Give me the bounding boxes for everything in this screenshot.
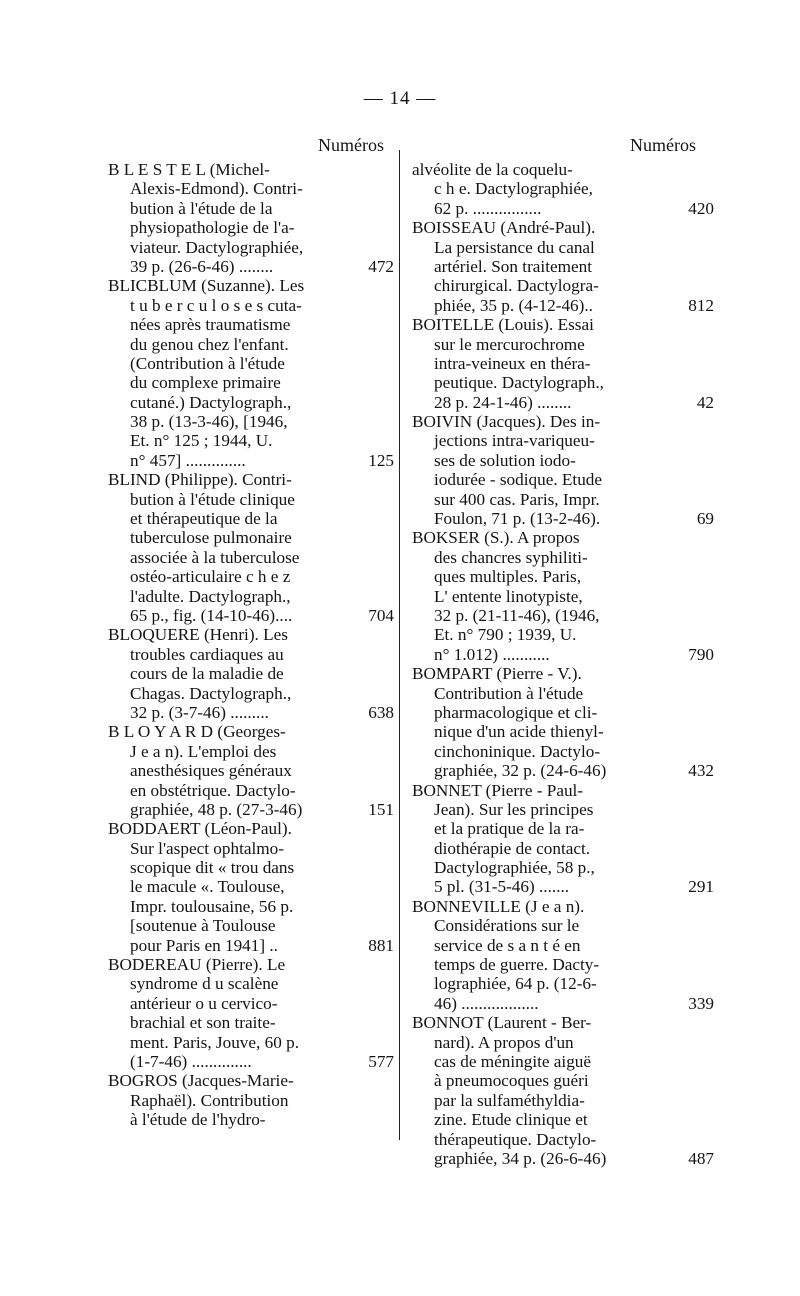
entry-line: tuberculose pulmonaire [130,528,292,548]
bibliography-entry [108,955,394,1071]
entry-line: artériel. Son traitement [434,256,592,276]
entry-line: B L O Y A R D (Georges- [108,722,286,742]
entry-line: Contribution à l'étude [434,683,584,703]
entry-line: 28 p. 24-1-46) ........ 42 [434,392,714,412]
entry-number: 577 [368,1051,394,1071]
bibliography-entry [108,160,394,276]
entry-line: BLICBLUM (Suzanne). Les [108,276,305,296]
entry-line: BONNET (Pierre - Paul- [412,780,584,800]
entry-line: en obstétrique. Dactylo- [130,780,296,800]
entry-line: t u b e r c u l o s e s cuta- [130,295,302,315]
entry-line: ses de solution iodo- [434,450,576,470]
entry-line: du complexe primaire [130,373,281,393]
entry-line: Chagas. Dactylograph., [130,683,292,703]
entry-line: BOISSEAU (André-Paul). [412,218,596,238]
entry-line: physiopathologie de l'a- [130,218,295,238]
entry-line: graphiée, 34 p. (26-6-46) 487 [434,1148,714,1168]
entry-line: BONNOT (Laurent - Ber- [412,1013,592,1033]
entry-line: viateur. Dactylographiée, [130,237,304,257]
entry-line: n° 457] .............. 125 [130,450,394,470]
entry-line: Foulon, 71 p. (13-2-46). 69 [434,509,714,529]
entry-line: phiée, 35 p. (4-12-46).. 812 [434,295,714,315]
entry-line: BLIND (Philippe). Contri- [108,470,292,490]
entry-line: 38 p. (13-3-46), [1946, [130,412,288,432]
entry-line: du genou chez l'enfant. [130,334,289,354]
entry-line: BLOQUERE (Henri). Les [108,625,288,645]
entry-line: associée à la tuberculose [130,547,300,567]
entry-line: thérapeutique. Dactylo- [434,1129,597,1149]
entry-line: Alexis-Edmond). Contri- [130,179,303,199]
entry-line: 5 pl. (31-5-46) ....... 291 [434,877,714,897]
bibliography-entry [412,315,714,412]
entry-line: 65 p., fig. (14-10-46).... 704 [130,605,394,625]
entry-line: BOMPART (Pierre - V.). [412,664,582,684]
entry-line: à l'étude de l'hydro- [130,1110,266,1130]
entry-line: cinchoninique. Dactylo- [434,741,601,761]
entry-line: sur 400 cas. Paris, Impr. [434,489,600,509]
entry-line: J e a n). L'emploi des [130,741,277,761]
entry-line: troubles cardiaques au [130,644,284,664]
entry-line: Considérations sur le [434,916,580,936]
entry-line: Jean). Sur les principes [434,799,594,819]
entry-number: 339 [688,993,714,1013]
entry-number: 704 [368,605,394,625]
entry-line: nard). A propos d'un [434,1032,574,1052]
entry-line: nique d'un acide thienyl- [434,722,604,742]
entry-line: 32 p. (21-11-46), (1946, [434,605,600,625]
entry-line: brachial et son traite- [130,1013,276,1033]
entry-line: par la sulfaméthyldia- [434,1090,585,1110]
entry-line: le macule «. Toulouse, [130,877,285,897]
entry-line: temps de guerre. Dacty- [434,955,600,975]
bibliography-entry [412,664,714,780]
entry-line: iodurée - sodique. Etude [434,470,603,490]
entry-line: Sur l'aspect ophtalmo- [130,838,284,858]
left-column [108,160,394,1130]
right-column [412,160,714,1168]
entry-number: 881 [368,935,394,955]
entry-line: diothérapie de contact. [434,838,591,858]
entry-line: [soutenue à Toulouse [130,916,276,936]
bibliography-entry [412,781,714,897]
entry-line: BONNEVILLE (J e a n). [412,896,585,916]
bibliography-entry [412,897,714,1013]
entry-line: des chancres syphiliti- [434,547,588,567]
entry-line: Et. n° 125 ; 1944, U. [130,431,273,451]
entry-line: pharmacologique et cli- [434,702,598,722]
entry-line: (1-7-46) .............. 577 [130,1051,394,1071]
entry-line: BOKSER (S.). A propos [412,528,580,548]
entry-line: La persistance du canal [434,237,595,257]
bibliography-entry [108,470,394,625]
bibliography-entry [108,625,394,722]
entry-number: 420 [688,198,714,218]
entry-line: BOIVIN (Jacques). Des in- [412,412,601,432]
bibliography-entry [412,218,714,315]
entry-line: et la pratique de la ra- [434,819,585,839]
entry-number: 812 [688,295,714,315]
entry-line: service de s a n t é en [434,935,581,955]
right-column-header: Numéros [630,135,696,155]
entry-line: intra-veineux en théra- [434,353,591,373]
page-number: — 14 — [363,88,437,109]
bibliography-entry [412,160,714,218]
entry-line: L' entente linotypiste, [434,586,583,606]
entry-line: 46) .................. 339 [434,993,714,1013]
entry-line: peutique. Dactylograph., [434,373,604,393]
bibliography-entry [412,1013,714,1168]
entry-line: lographiée, 64 p. (12-6- [434,974,597,994]
entry-number: 472 [368,256,394,276]
bibliography-entry [108,819,394,955]
entry-number: 432 [688,761,714,781]
entry-line: anesthésiques généraux [130,761,292,781]
entry-line: ostéo-articulaire c h e z [130,567,291,587]
entry-number: 151 [368,799,394,819]
entry-line: Et. n° 790 ; 1939, U. [434,625,577,645]
entry-line: syndrome d u scalène [130,974,279,994]
entry-line: bution à l'étude clinique [130,489,295,509]
entry-number: 69 [696,509,714,529]
entry-number: 42 [696,392,714,412]
entry-number: 125 [368,450,394,470]
entry-line: cours de la maladie de [130,664,284,684]
entry-line: graphiée, 32 p. (24-6-46) 432 [434,761,714,781]
entry-line: Dactylographiée, 58 p., [434,858,595,878]
bibliography-entry [108,276,394,470]
left-column-header: Numéros [318,135,384,155]
entry-line: sur le mercurochrome [434,334,585,354]
entry-line: alvéolite de la coquelu- [412,160,573,179]
entry-line: graphiée, 48 p. (27-3-46) 151 [130,799,394,819]
bibliography-entry [108,722,394,819]
entry-line: à pneumocoques guéri [434,1071,589,1091]
bibliography-entry [412,412,714,528]
entry-line: cutané.) Dactylograph., [130,392,292,412]
entry-number: 638 [368,702,394,722]
entry-number: 487 [688,1148,714,1168]
entry-line: BOITELLE (Louis). Essai [412,315,594,335]
entry-line: et thérapeutique de la [130,509,278,529]
entry-line: chirurgical. Dactylogra- [434,276,599,296]
entry-line: l'adulte. Dactylograph., [130,586,291,606]
entry-line: c h e. Dactylographiée, [434,179,593,199]
entry-line: bution à l'étude de la [130,198,273,218]
entry-line: 62 p. ................ 420 [434,198,714,218]
entry-line: ment. Paris, Jouve, 60 p. [130,1032,299,1052]
entry-line: antérieur o u cervico- [130,993,278,1013]
entry-line: BOGROS (Jacques-Marie- [108,1071,294,1091]
column-divider [399,150,400,1140]
bibliography-entry [412,528,714,664]
entry-line: Raphaël). Contribution [130,1090,289,1110]
entry-line: Impr. toulousaine, 56 p. [130,896,294,916]
entry-line: 32 p. (3-7-46) ......... 638 [130,702,394,722]
entry-line: 39 p. (26-6-46) ........ 472 [130,256,394,276]
entry-number: 291 [688,877,714,897]
entry-line: B L E S T E L (Michel- [108,160,270,179]
entry-line: (Contribution à l'étude [130,353,285,373]
bibliography-entry [108,1071,390,1129]
entry-line: jections intra-variqueu- [434,431,595,451]
entry-line: scopique dit « trou dans [130,858,295,878]
entry-line: zine. Etude clinique et [434,1110,588,1130]
entry-line: ques multiples. Paris, [434,567,582,587]
entry-line: BODEREAU (Pierre). Le [108,955,286,975]
entry-number: 790 [688,644,714,664]
entry-line: BODDAERT (Léon-Paul). [108,819,292,839]
entry-line: nées après traumatisme [130,315,291,335]
entry-line: n° 1.012) ........... 790 [434,644,714,664]
entry-line: pour Paris en 1941] .. 881 [130,935,394,955]
entry-line: cas de méningite aiguë [434,1051,592,1071]
